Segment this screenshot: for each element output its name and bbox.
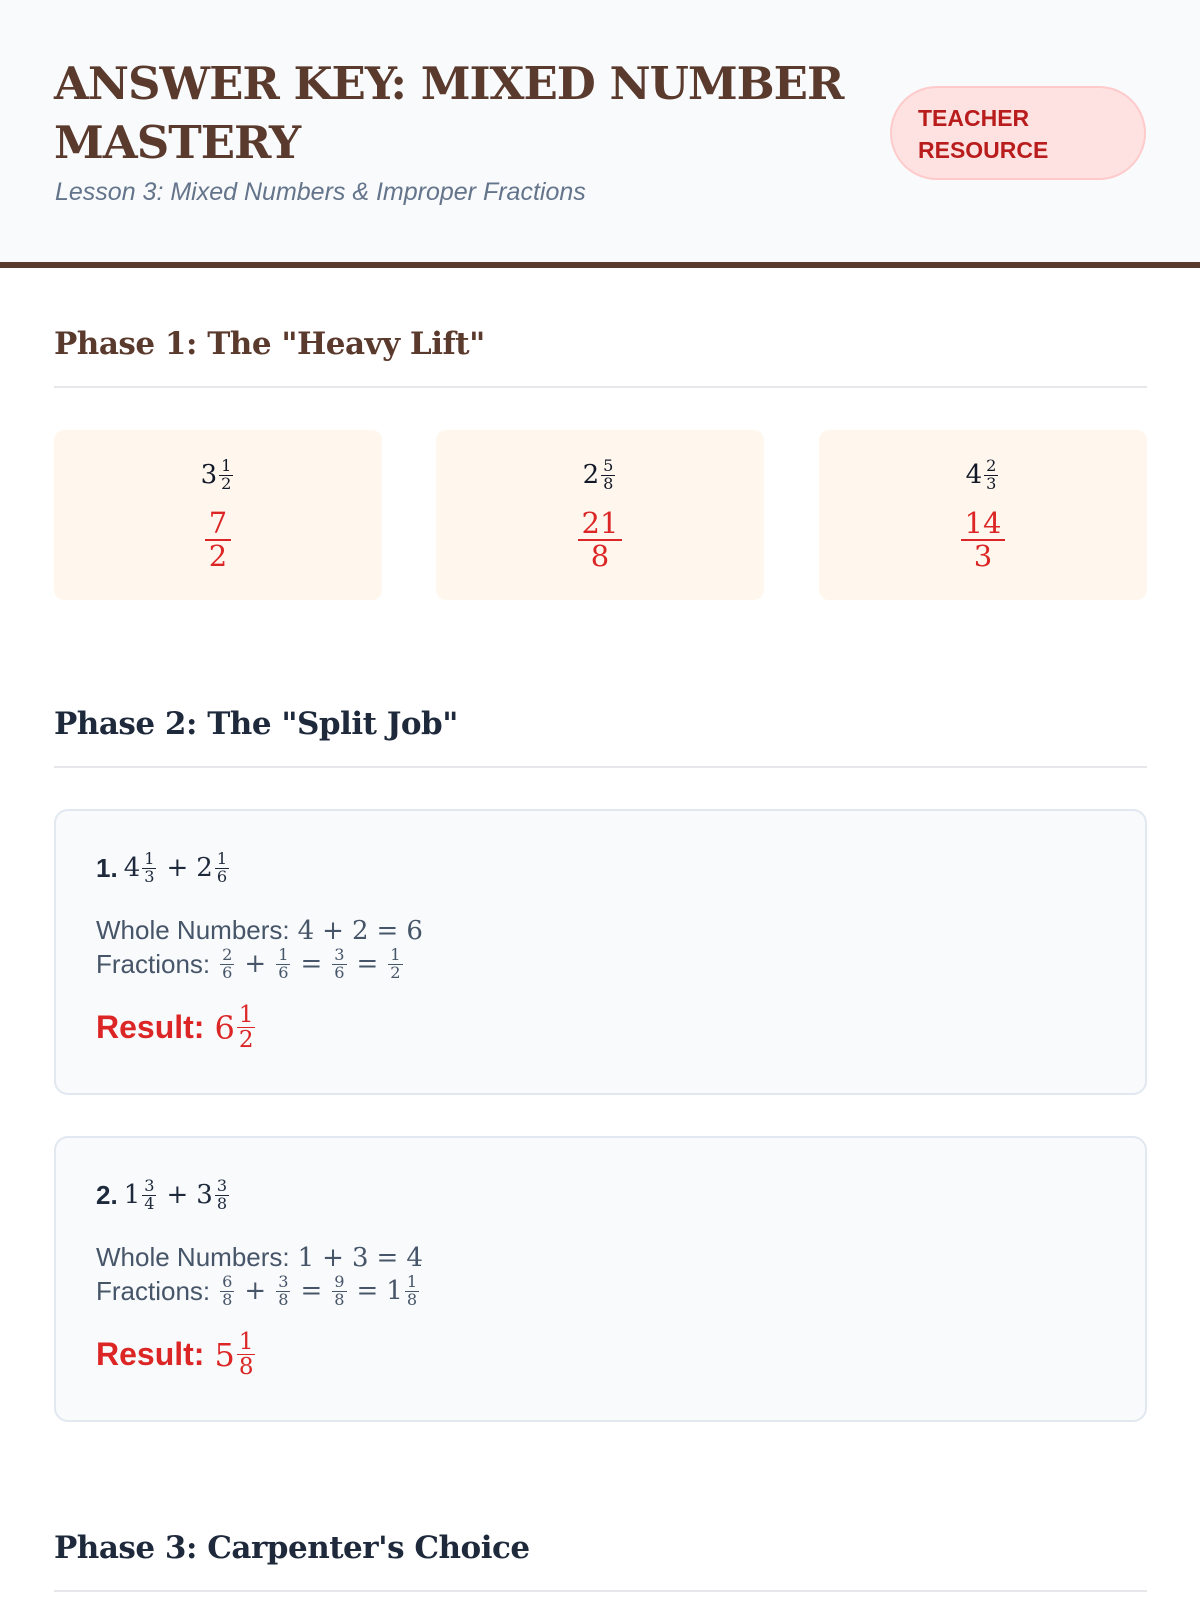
conversion-card-1: 3 1 2 7 2: [54, 430, 382, 600]
result-line: Result: 5 1 8: [96, 1329, 254, 1381]
header: [0, 0, 1200, 268]
fractions-step: Fractions: 6 8 + $\frac{3}{8}$ = $\frac{9}{8}$ = 1 1 8: [96, 1272, 418, 1309]
problem-card-1: [54, 809, 1147, 1095]
conversion-card-2: 2 5 8 21 8: [436, 430, 764, 600]
phase1-title: Phase 1: The "Heavy Lift": [54, 326, 485, 362]
teacher-resource-badge: TEACHER RESOURCE: [890, 86, 1146, 180]
phase2-title: Phase 2: The "Split Job": [54, 706, 458, 742]
phase3-divider: [54, 1590, 1147, 1592]
whole-numbers-step: Whole Numbers: 4 + 2 = 6: [96, 915, 423, 946]
conversion-card-3: 4 2 3 14 3: [819, 430, 1147, 600]
whole-numbers-step: Whole Numbers: 1 + 3 = 4: [96, 1242, 423, 1273]
page-subtitle: Lesson 3: Mixed Numbers & Improper Fractions: [55, 178, 586, 206]
result-line: Result: 6 1 2: [96, 1002, 254, 1054]
problem-statement: 2. 1 3 4 + 3 3 8: [96, 1176, 228, 1213]
problem-statement: 1. 4 1 3 + 2 1 6: [96, 849, 228, 886]
page-title: ANSWER KEY: MIXED NUMBER MASTERY: [54, 57, 844, 169]
phase3-title: Phase 3: Carpenter's Choice: [54, 1530, 530, 1566]
problem-card-2: [54, 1136, 1147, 1422]
phase2-divider: [54, 766, 1147, 768]
fractions-step: Fractions: 2 6 + $\frac{1}{6}$ = $\frac{3}{6}$ = $\frac{1}{2}$: [96, 945, 401, 982]
phase1-divider: [54, 386, 1147, 388]
